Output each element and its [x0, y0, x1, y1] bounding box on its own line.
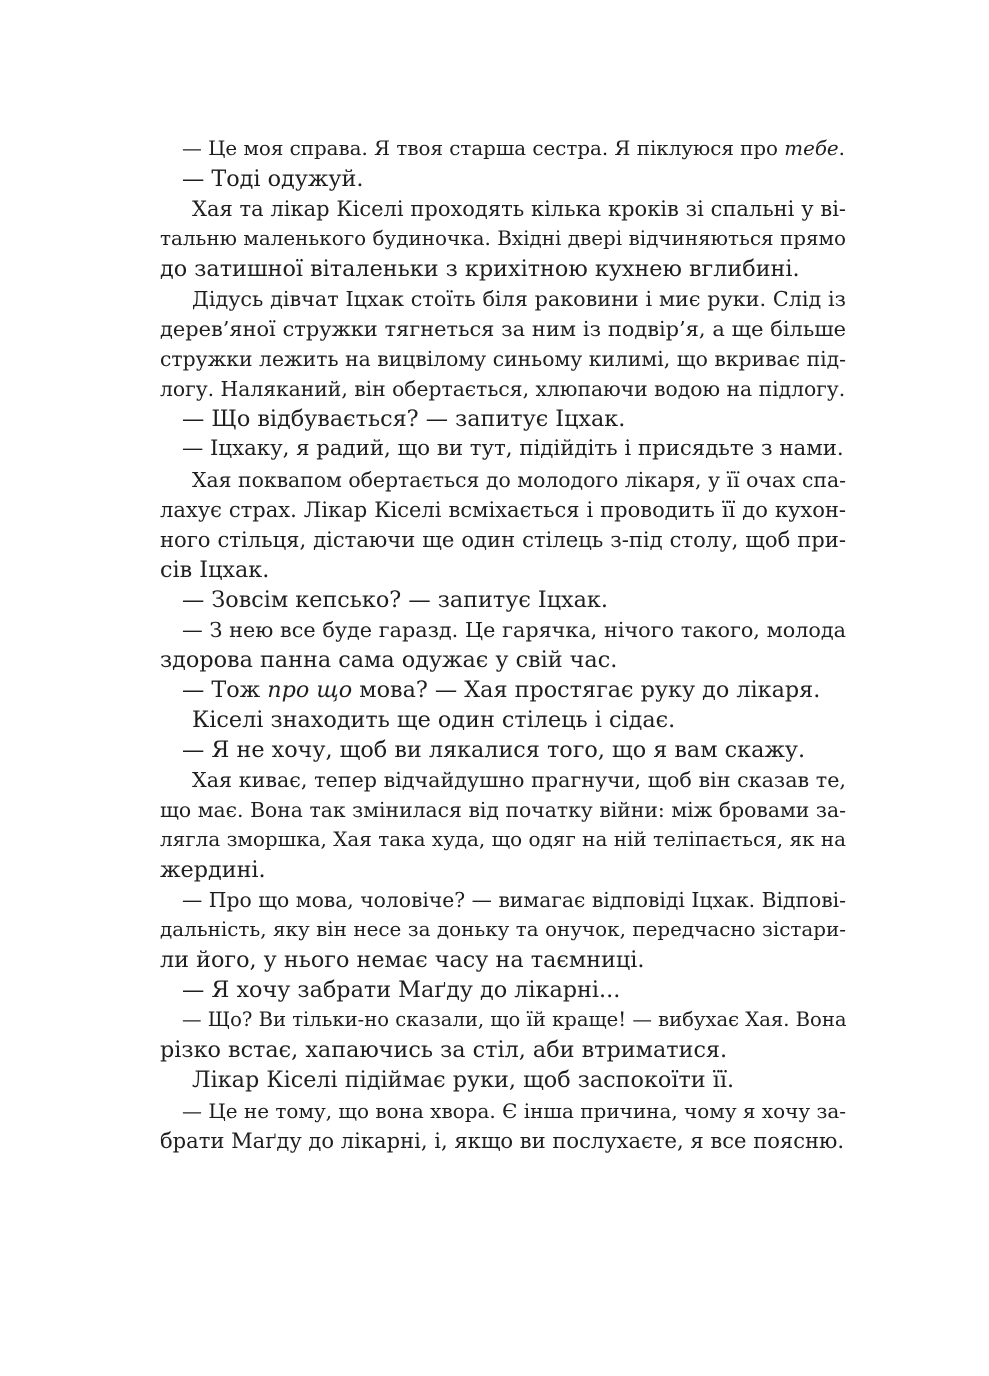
text-line: — Це моя справа. Я твоя старша сестра. Я піклуюся про тебе.: [182, 137, 845, 160]
paragraph: [128, 975, 846, 1005]
text-line: сів Іцхак.: [160, 556, 270, 583]
text-line: ного стільця, дістаючи ще один стілець з-під столу, щоб при-: [160, 526, 846, 552]
text-line: — Я хочу забрати Маґду до лікарні...: [182, 977, 621, 1004]
paragraph: [128, 765, 846, 885]
text-line: дерев’яної стружки тягнеться за ним із подвір’я, а ще більше: [160, 317, 846, 342]
paragraph: [128, 404, 846, 434]
text-line: різко встає, хапаючись за стіл, аби втриматися.: [160, 1037, 728, 1064]
paragraph: [128, 134, 846, 164]
paragraph: [128, 885, 846, 975]
italic-word: тебе: [784, 137, 839, 160]
text-line: Лікар Кіселі підіймає руки, щоб заспокоїти її.: [192, 1067, 735, 1094]
paragraph: [128, 585, 846, 615]
text-line: лахує страх. Лікар Кіселі всміхається і проводить її до кухон-: [160, 496, 846, 522]
paragraph: [128, 164, 846, 194]
paragraph: [128, 1065, 846, 1095]
text-line: ли його, у нього немає часу на таємниці.: [160, 947, 645, 974]
text-line: — Іцхаку, я радий, що ви тут, підійдіть і присядьте з нами.: [182, 436, 844, 462]
book-page: [128, 134, 846, 1156]
text-line: Хая та лікар Кіселі проходять кілька кроків зі спальні у ві-: [192, 197, 846, 222]
paragraph: [128, 434, 846, 464]
text-line: стружки лежить на вицвілому синьому килимі, що вкриває під-: [160, 347, 846, 372]
text-line: Хая киває, тепер відчайдушно прагнучи, щоб він сказав те,: [192, 767, 846, 792]
paragraph: [128, 705, 846, 735]
text-line: дальність, яку він несе за доньку та онучок, передчасно зістари-: [160, 918, 846, 942]
text-line: — Зовсім кепсько? — запитує Іцхак.: [182, 586, 608, 613]
italic-phrase: про що: [267, 676, 353, 703]
paragraph: [128, 675, 846, 705]
text-line: здорова панна сама одужає у свій час.: [160, 646, 618, 673]
paragraph: [128, 465, 846, 585]
text-line: — Що? Ви тільки-но сказали, що їй краще! — вибухає Хая. Вона: [182, 1008, 847, 1032]
text-line: — Про що мова, чоловіче? — вимагає відповіді Іцхак. Відпові-: [182, 888, 846, 913]
text-line: — Тоді одужуй.: [182, 166, 364, 193]
text-line: — Що відбувається? — запитує Іцхак.: [182, 406, 626, 433]
text-line: Кіселі знаходить ще один стілець і сідає.: [192, 706, 676, 733]
text-line: тальню маленького будиночка. Вхідні двері відчиняються прямо: [160, 227, 846, 251]
text-line: брати Маґду до лікарні, і, якщо ви послухаєте, я все поясню.: [160, 1127, 845, 1153]
paragraph: [128, 284, 846, 404]
text-line: — Це не тому, що вона хвора. Є інша причина, чому я хочу за-: [182, 1098, 846, 1123]
paragraph: [128, 1096, 846, 1156]
text-line: — Тож про що мова? — Хая простягає руку до лікаря.: [182, 676, 821, 703]
paragraph: [128, 735, 846, 765]
text-line: до затишної віталеньки з крихітною кухнею вглибині.: [160, 256, 800, 283]
paragraph: [128, 1005, 846, 1065]
text-line: що має. Вона так змінилася від початку війни: між бровами за-: [160, 798, 846, 823]
paragraph: [128, 615, 846, 675]
text-line: Хая поквапом обертається до молодого лікаря, у її очах спа-: [192, 467, 846, 492]
text-line: логу. Наляканий, він обертається, хлюпаючи водою на підлогу.: [160, 377, 846, 402]
text-line: — Я не хочу, щоб ви лякалися того, що я вам скажу.: [182, 736, 806, 763]
paragraph: [128, 194, 846, 284]
text-line: — З нею все буде гаразд. Це гарячка, нічого такого, молода: [182, 617, 846, 642]
text-line: лягла зморшка, Хая така худа, що одяг на ній теліпається, як на: [160, 828, 846, 852]
text-line: жердині.: [160, 857, 266, 884]
text-line: Дідусь дівчат Іцхак стоїть біля раковини і миє руки. Слід із: [192, 287, 846, 312]
